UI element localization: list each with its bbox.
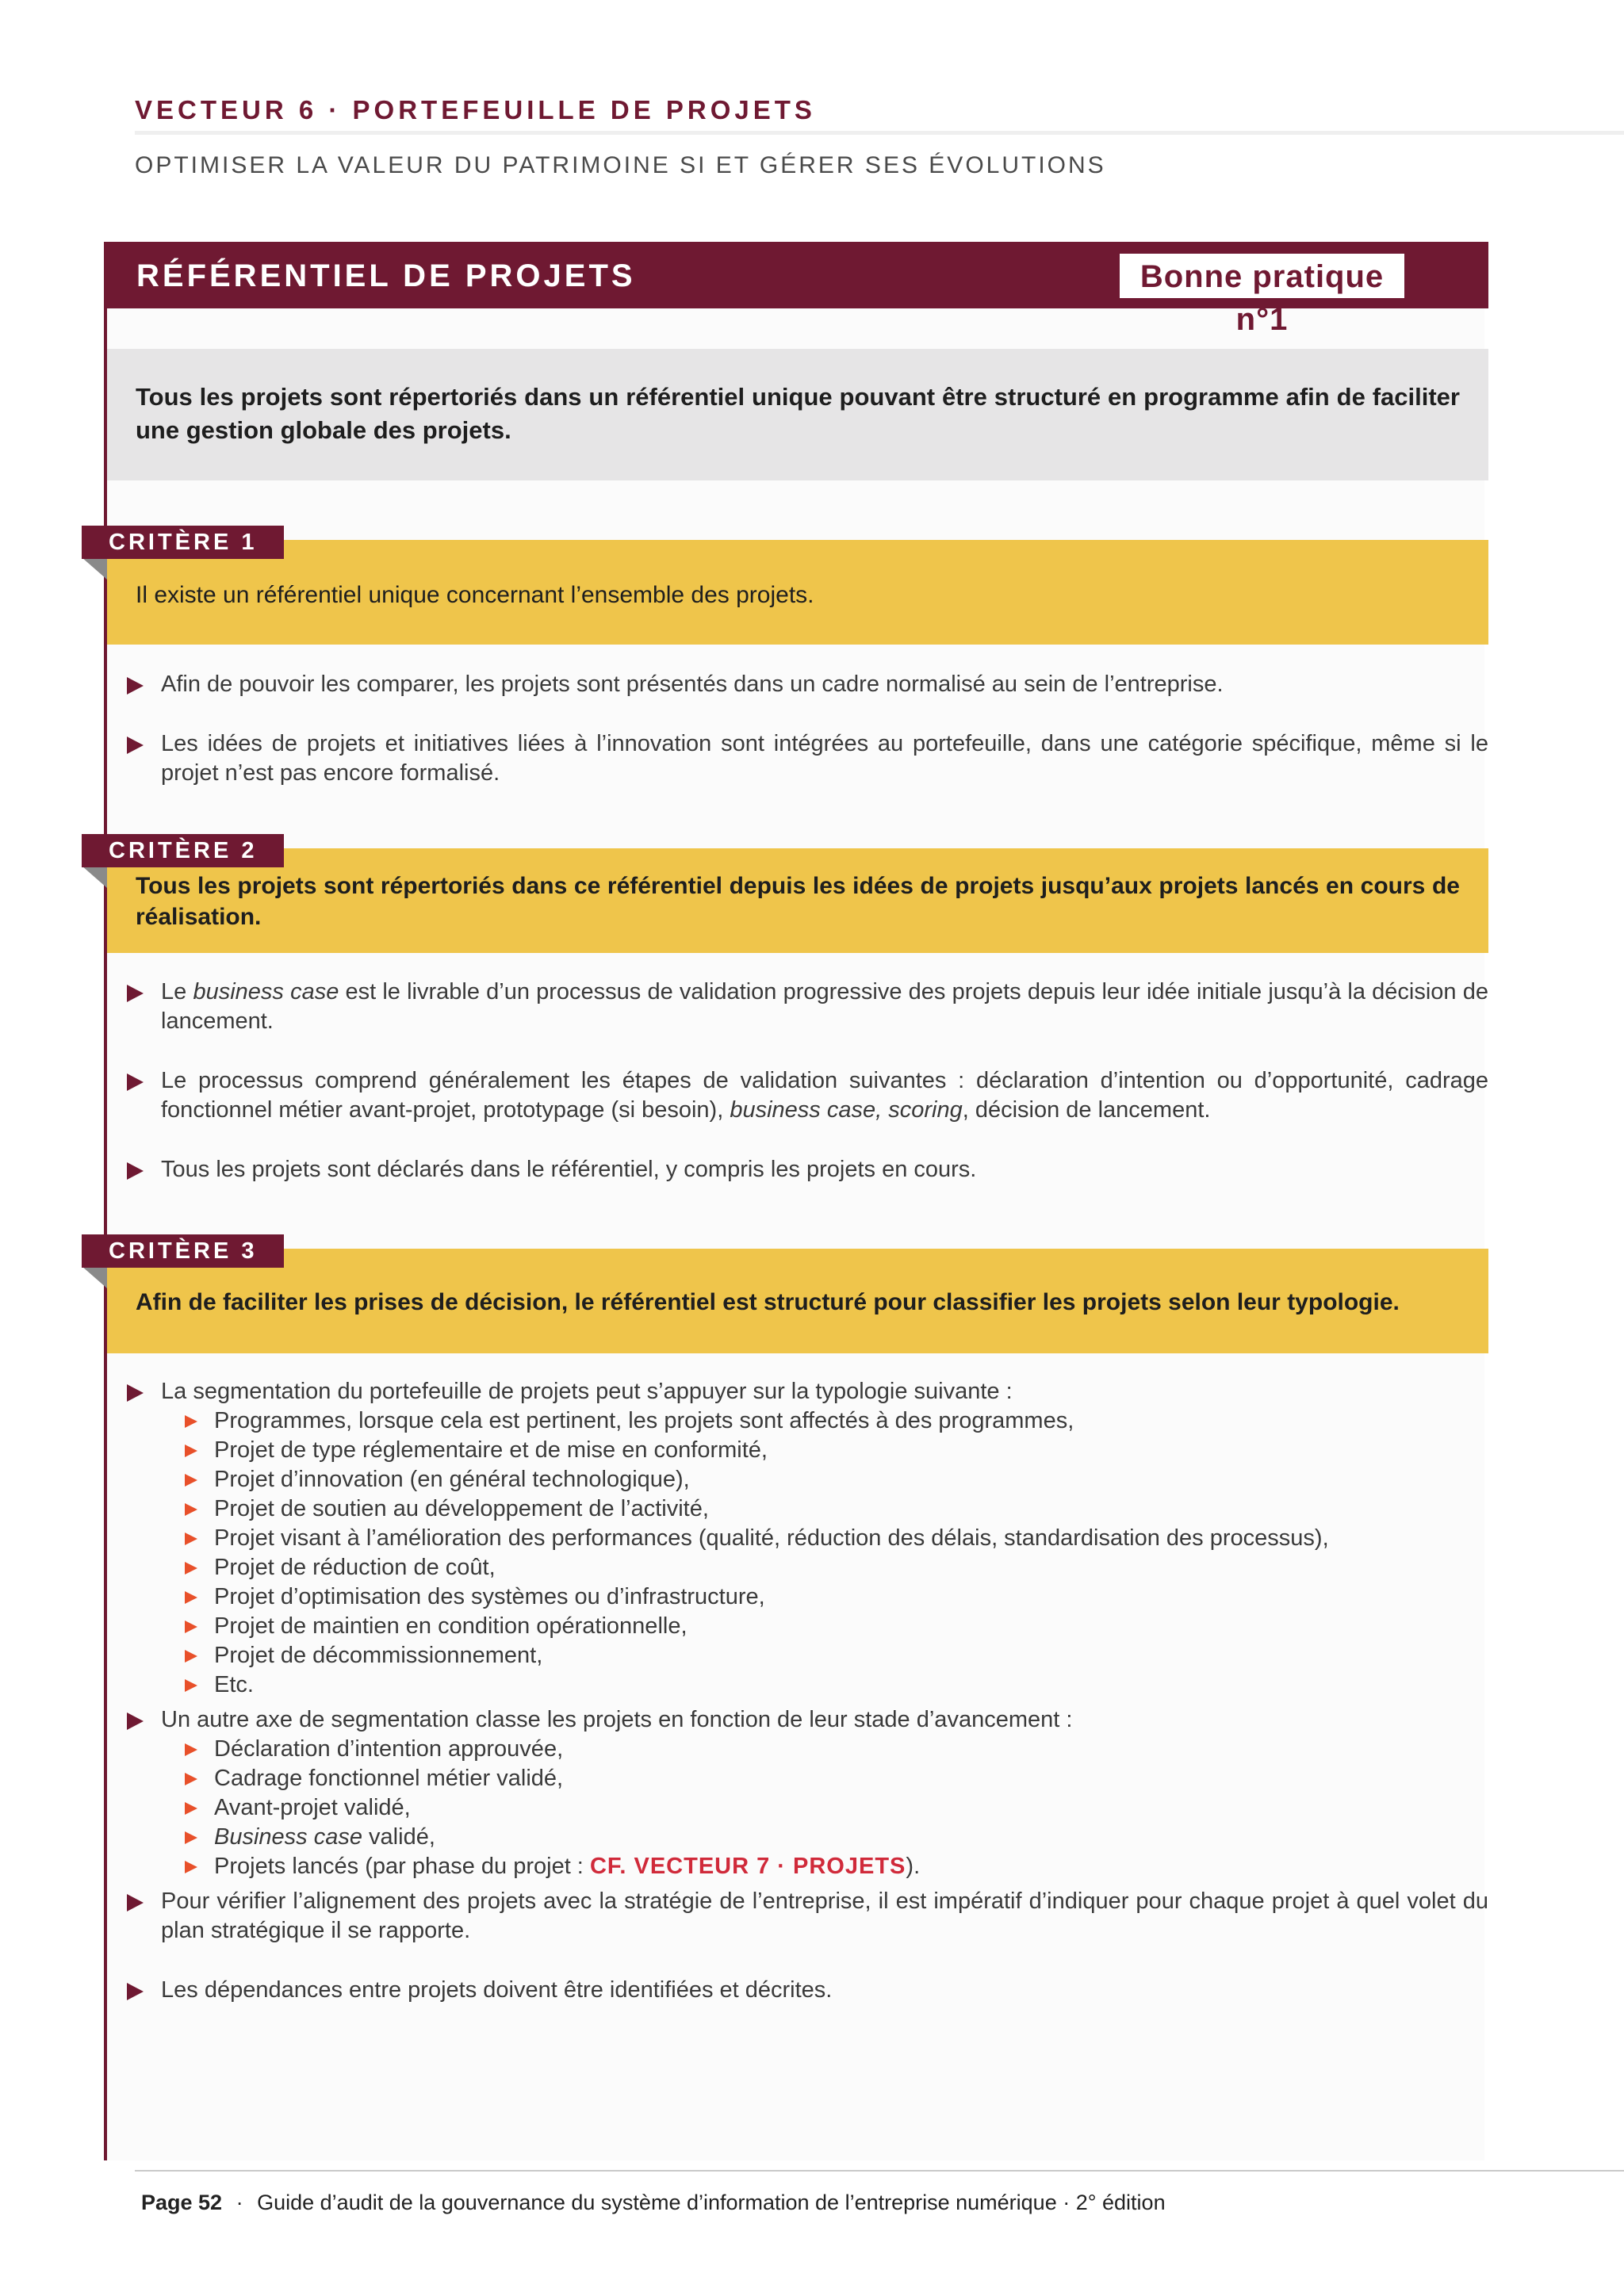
sub-list-item: Projet d’innovation (en général technologique),	[185, 1465, 1488, 1494]
sub-list-item: Projet de réduction de coût,	[185, 1553, 1488, 1582]
small-triangle-bullet-icon	[185, 1861, 197, 1873]
small-triangle-bullet-icon	[185, 1445, 197, 1457]
small-triangle-bullet-icon	[185, 1743, 197, 1756]
footer-separator: ·	[236, 2191, 243, 2214]
small-triangle-bullet-icon	[185, 1562, 197, 1575]
intro-box	[107, 349, 1488, 480]
triangle-bullet-icon	[127, 1983, 144, 2000]
guide-title: Guide d’audit de la gouvernance du système d’information de l’entreprise numérique · 2° édition	[257, 2191, 1166, 2214]
stage-sublist	[185, 1735, 1488, 1881]
criterion-2-box	[107, 848, 1488, 953]
header-divider	[135, 131, 1624, 135]
page-footer	[141, 2191, 1166, 2215]
triangle-bullet-icon	[127, 1712, 144, 1730]
criterion-1-fold	[82, 557, 107, 580]
sub-list-item: Avant-projet validé,	[185, 1793, 1488, 1823]
vector-subtitle: OPTIMISER LA VALEUR DU PATRIMOINE SI ET GÉRER SES ÉVOLUTIONS	[135, 152, 1106, 178]
triangle-bullet-icon	[127, 1162, 144, 1180]
footer-divider	[135, 2170, 1624, 2172]
triangle-bullet-icon	[127, 1073, 144, 1091]
list-item: Pour vérifier l’alignement des projets avec la stratégie de l’entreprise, il est impératif d’indiquer pour chaque projet à quel volet du plan stratégique il se rapporte.	[127, 1887, 1488, 1946]
small-triangle-bullet-icon	[185, 1802, 197, 1815]
sub-list-item: Etc.	[185, 1670, 1488, 1700]
sub-list-item: Projet de type réglementaire et de mise en conformité,	[185, 1436, 1488, 1465]
list-item: La segmentation du portefeuille de projets peut s’appuyer sur la typologie suivante : Programmes, lorsque cela est pertinent, les projets sont affectés à des programmes, Projet de type réglementaire et de mise en conformité, Projet d’innovation (en général technologique), Projet de soutien au développement de l’activité, Projet visant à l’amélioration des performances (qualité, réduction des délais, standardisation des processus), Projet de réduction de coût, Projet d’optimisation des systèmes ou d’infrastructure, Projet de maintien en condition opérationnelle, Projet de décommissionnement, Etc.	[127, 1377, 1488, 1700]
sub-list-item: Projets lancés (par phase du projet : CF. VECTEUR 7 · PROJETS).	[185, 1852, 1488, 1881]
triangle-bullet-icon	[127, 1894, 144, 1911]
sub-list-item: Projet visant à l’amélioration des performances (qualité, réduction des délais, standardisation des processus),	[185, 1524, 1488, 1553]
small-triangle-bullet-icon	[185, 1415, 197, 1428]
vector-7-crossref-link[interactable]: CF. VECTEUR 7 · PROJETS	[589, 1854, 906, 1879]
list-item: Les dépendances entre projets doivent être identifiées et décrites.	[127, 1976, 1488, 2005]
list-item: Tous les projets sont déclarés dans le référentiel, y compris les projets en cours.	[127, 1155, 1488, 1184]
best-practice-label: Bonne pratique n°1	[1139, 259, 1385, 337]
sub-list-item: Projet de décommissionnement,	[185, 1641, 1488, 1670]
sub-list-item: Déclaration d’intention approuvée,	[185, 1735, 1488, 1764]
list-item: Un autre axe de segmentation classe les projets en fonction de leur stade d’avancement : Déclaration d’intention approuvée, Cadrage fonctionnel métier validé, Avant-projet validé, Business case validé, Projets lancés (par phase du projet : CF. VECTEUR 7 · PROJETS).	[127, 1705, 1488, 1881]
criterion-2-bullets	[127, 978, 1488, 1184]
small-triangle-bullet-icon	[185, 1591, 197, 1604]
criterion-2-fold	[82, 866, 107, 888]
best-practice-badge	[1120, 254, 1404, 337]
criterion-2-tag: CRITÈRE 2	[82, 834, 284, 867]
criterion-3-fold	[82, 1266, 107, 1288]
sub-list-item: Projet de soutien au développement de l’activité,	[185, 1494, 1488, 1524]
criterion-3-bullets	[127, 1377, 1488, 2005]
criterion-2-text: Tous les projets sont répertoriés dans ce référentiel depuis les idées de projets jusqu’aux projets lancés en cours de réalisation.	[136, 873, 1460, 930]
criterion-3-tag: CRITÈRE 3	[82, 1234, 284, 1268]
typology-sublist	[185, 1406, 1488, 1700]
small-triangle-bullet-icon	[185, 1679, 197, 1692]
section-title: RÉFÉRENTIEL DE PROJETS	[136, 258, 636, 293]
sub-list-item: Programmes, lorsque cela est pertinent, les projets sont affectés à des programmes,	[185, 1406, 1488, 1436]
small-triangle-bullet-icon	[185, 1533, 197, 1545]
triangle-bullet-icon	[127, 737, 144, 754]
sub-list-item: Projet de maintien en condition opérationnelle,	[185, 1612, 1488, 1641]
page-number: Page 52	[141, 2191, 223, 2214]
small-triangle-bullet-icon	[185, 1621, 197, 1633]
criterion-1-bullets	[127, 670, 1488, 788]
small-triangle-bullet-icon	[185, 1831, 197, 1844]
criterion-1-tag: CRITÈRE 1	[82, 526, 284, 559]
intro-text: Tous les projets sont répertoriés dans un référentiel unique pouvant être structuré en programme afin de faciliter une gestion globale des projets.	[136, 383, 1460, 444]
sub-list-item: Projet d’optimisation des systèmes ou d’infrastructure,	[185, 1582, 1488, 1612]
criterion-1-box	[107, 540, 1488, 645]
small-triangle-bullet-icon	[185, 1474, 197, 1487]
criterion-1-text: Il existe un référentiel unique concernant l’ensemble des projets.	[136, 582, 814, 608]
triangle-bullet-icon	[127, 985, 144, 1002]
triangle-bullet-icon	[127, 677, 144, 695]
small-triangle-bullet-icon	[185, 1503, 197, 1516]
section-header	[105, 242, 1488, 337]
criterion-3-box	[107, 1249, 1488, 1353]
sub-list-item: Cadrage fonctionnel métier validé,	[185, 1764, 1488, 1793]
small-triangle-bullet-icon	[185, 1650, 197, 1663]
list-item: Le processus comprend généralement les étapes de validation suivantes : déclaration d’intention ou d’opportunité, cadrage fonctionnel métier avant-projet, prototypage (si besoin), business case, scoring, décision de lancement.	[127, 1066, 1488, 1125]
list-item: Le business case est le livrable d’un processus de validation progressive des projets depuis leur idée initiale jusqu’à la décision de lancement.	[127, 978, 1488, 1036]
triangle-bullet-icon	[127, 1384, 144, 1402]
sub-list-item: Business case validé,	[185, 1823, 1488, 1852]
list-item: Les idées de projets et initiatives liées à l’innovation sont intégrées au portefeuille, dans une catégorie spécifique, même si le projet n’est pas encore formalisé.	[127, 729, 1488, 788]
vector-title: VECTEUR 6 · PORTEFEUILLE DE PROJETS	[135, 95, 816, 124]
small-triangle-bullet-icon	[185, 1773, 197, 1785]
list-item: Afin de pouvoir les comparer, les projets sont présentés dans un cadre normalisé au sein de l’entreprise.	[127, 670, 1488, 699]
criterion-3-text: Afin de faciliter les prises de décision, le référentiel est structuré pour classifier les projets selon leur typologie.	[136, 1289, 1400, 1315]
